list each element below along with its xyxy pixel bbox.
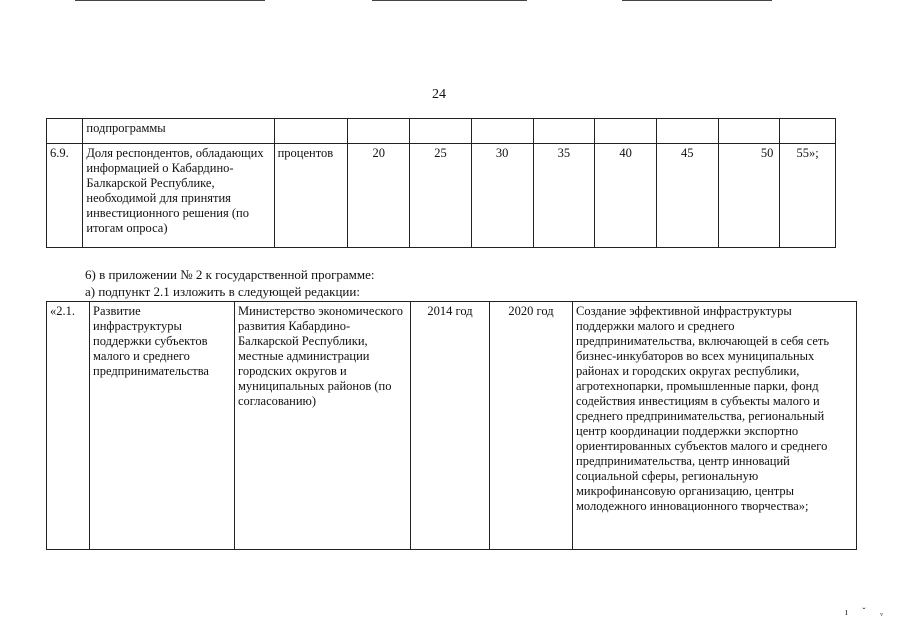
- table-row: [47, 144, 836, 248]
- table-row: [47, 302, 857, 550]
- paragraph-a: а) подпункт 2.1 изложить в следующей редакции:: [85, 284, 360, 299]
- indicator-value: 20: [348, 144, 410, 248]
- measure-number: «2.1.: [47, 302, 90, 550]
- table-cell: [780, 119, 836, 144]
- table-cell: [471, 119, 533, 144]
- table-cell: [274, 119, 348, 144]
- paragraph-b: 6) в приложении № 2 к государственной программе:: [85, 267, 375, 282]
- page-number: 24: [432, 87, 446, 102]
- indicator-name-continuation: подпрограммы: [83, 119, 274, 144]
- measure-start-year: 2014 год: [411, 302, 490, 550]
- table-cell: [533, 119, 595, 144]
- indicator-value: 25: [410, 144, 472, 248]
- indicator-value: 35: [533, 144, 595, 248]
- measure-executor: Министерство экономического развития Кабардино-Балкарской Республики, местные администрации городских округов и муниципальных районов (по согласованию): [235, 302, 411, 550]
- table-cell: [718, 119, 780, 144]
- indicators-table: [46, 118, 836, 248]
- unit-of-measure: процентов: [274, 144, 348, 248]
- table-cell: [656, 119, 718, 144]
- scan-top-rule-right: [622, 0, 772, 1]
- scan-artifact-marks: ı ˇ ᵥ: [845, 607, 890, 618]
- scan-top-rule-middle: [372, 0, 527, 1]
- row-number: 6.9.: [47, 144, 83, 248]
- scan-top-rule-left: [75, 0, 265, 1]
- indicator-value: 40: [595, 144, 657, 248]
- table-cell: [410, 119, 472, 144]
- measure-title: Развитие инфраструктуры поддержки субъектов малого и среднего предпринимательства: [90, 302, 235, 550]
- indicator-value: 55»;: [780, 144, 836, 248]
- indicator-value: 50: [718, 144, 780, 248]
- indicator-name: Доля респондентов, обладающих информацией о Кабардино-Балкарской Республике, необходимой для принятия инвестиционного решения (по итогам опроса): [83, 144, 274, 248]
- indicator-value: 30: [471, 144, 533, 248]
- indicator-value: 45: [656, 144, 718, 248]
- measures-table: [46, 301, 857, 550]
- table-row: [47, 119, 836, 144]
- measure-expected-result: Создание эффективной инфраструктуры поддержки малого и среднего предпринимательства, включающей в себя сеть бизнес-инкубаторов во всех муниципальных районах и городских округах республики, агротехнопарки, промышленные парки, фонд содействия инвестициям в субъекты малого и среднего предпринимательства, региональный центр координации поддержки экспортно ориентированных субъектов малого и среднего предпринимательства, центр инноваций социальной сферы, региональную микрофинансовую организацию, центры молодежного инновационного творчества»;: [573, 302, 857, 550]
- table-cell: [595, 119, 657, 144]
- table-cell: [348, 119, 410, 144]
- measure-end-year: 2020 год: [490, 302, 573, 550]
- table-cell: [47, 119, 83, 144]
